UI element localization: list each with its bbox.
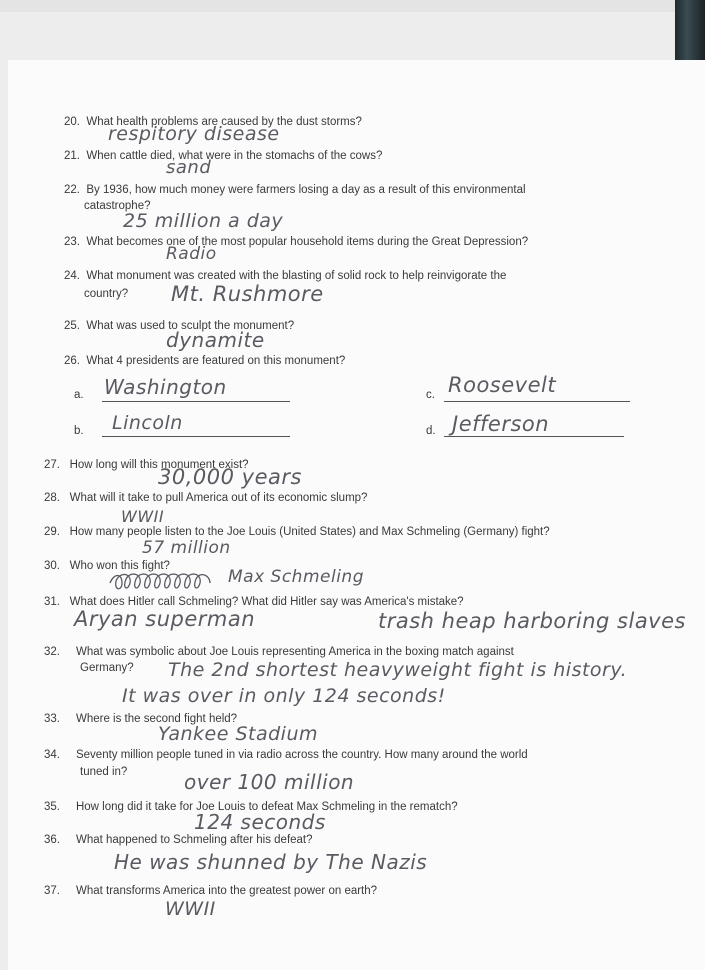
question-24-cont: country? [84, 288, 129, 300]
answer-24: Mt. Rushmore [171, 282, 324, 306]
question-35: 35. How long did it take for Joe Louis to defeat Max Schmeling in the rematch? [44, 801, 458, 813]
answer-32-line1: The 2nd shortest heavyweight fight is history. [168, 659, 628, 681]
answer-31-mistake: trash heap harboring slaves [378, 609, 686, 633]
worksheet-page [8, 60, 705, 970]
question-22-cont: catastrophe? [84, 200, 151, 212]
answer-29: 57 million [142, 538, 231, 558]
answer-31-hitler-name: Aryan superman [74, 607, 256, 631]
question-33: 33. Where is the second fight held? [44, 713, 238, 725]
question-21: 21. When cattle died, what were in the stomachs of the cows? [64, 150, 383, 162]
question-37: 37. What transforms America into the greatest power on earth? [44, 885, 378, 897]
question-26: 26. What 4 presidents are featured on this monument? [64, 355, 346, 367]
answer-28: WWII [121, 507, 165, 526]
answer-27: 30,000 years [158, 465, 302, 489]
scribbled-out-answer [106, 571, 216, 593]
answer-30: Max Schmeling [228, 567, 364, 587]
option-d-line [444, 436, 624, 437]
question-31: 31. What does Hitler call Schmeling? What did Hitler say was America's mistake? [44, 596, 464, 608]
option-c-letter: c. [426, 389, 435, 401]
answer-32-line2: It was over in only 124 seconds! [122, 685, 446, 707]
question-32-cont: Germany? [80, 662, 134, 674]
back-page-top-edge [0, 0, 676, 12]
question-25: 25. What was used to sculpt the monument? [64, 320, 295, 332]
question-28: 28. What will it take to pull America out of its economic slump? [44, 492, 368, 504]
question-34-cont: tuned in? [80, 766, 128, 778]
option-d-answer: Jefferson [452, 412, 550, 436]
option-a-letter: a. [74, 389, 84, 401]
question-30: 30. Who won this fight? [44, 560, 170, 572]
option-c-line [444, 401, 630, 402]
question-22: 22. By 1936, how much money were farmers losing a day as a result of this environmental [64, 184, 526, 196]
option-b-letter: b. [74, 425, 84, 437]
option-a-answer: Washington [104, 375, 227, 399]
option-a-line [102, 401, 290, 402]
answer-34: over 100 million [184, 770, 355, 794]
question-29: 29. How many people listen to the Joe Louis (United States) and Max Schmeling (Germany) fight? [44, 526, 550, 538]
question-20: 20. What health problems are caused by the dust storms? [64, 116, 362, 128]
question-23: 23. What becomes one of the most popular household items during the Great Depression? [64, 236, 529, 248]
answer-23: Radio [166, 244, 217, 264]
question-36: 36. What happened to Schmeling after his defeat? [44, 834, 313, 846]
answer-37: WWII [165, 898, 216, 920]
answer-35: 124 seconds [194, 810, 326, 834]
option-b-line [102, 436, 290, 437]
answer-22: 25 million a day [123, 210, 284, 232]
question-32: 32. What was symbolic about Joe Louis representing America in the boxing match against [44, 646, 514, 658]
answer-25: dynamite [166, 328, 265, 352]
answer-36: He was shunned by The Nazis [114, 850, 428, 874]
question-24: 24. What monument was created with the blasting of solid rock to help reinvigorate the [64, 270, 507, 282]
option-d-letter: d. [426, 425, 436, 437]
answer-21: sand [166, 157, 212, 178]
option-b-answer: Lincoln [112, 412, 183, 434]
question-27: 27. How long will this monument exist? [44, 459, 249, 471]
answer-33: Yankee Stadium [158, 723, 319, 745]
question-34: 34. Seventy million people tuned in via radio across the country. How many around the world [44, 749, 528, 761]
option-c-answer: Roosevelt [448, 373, 557, 397]
answer-20: respitory disease [108, 123, 280, 145]
